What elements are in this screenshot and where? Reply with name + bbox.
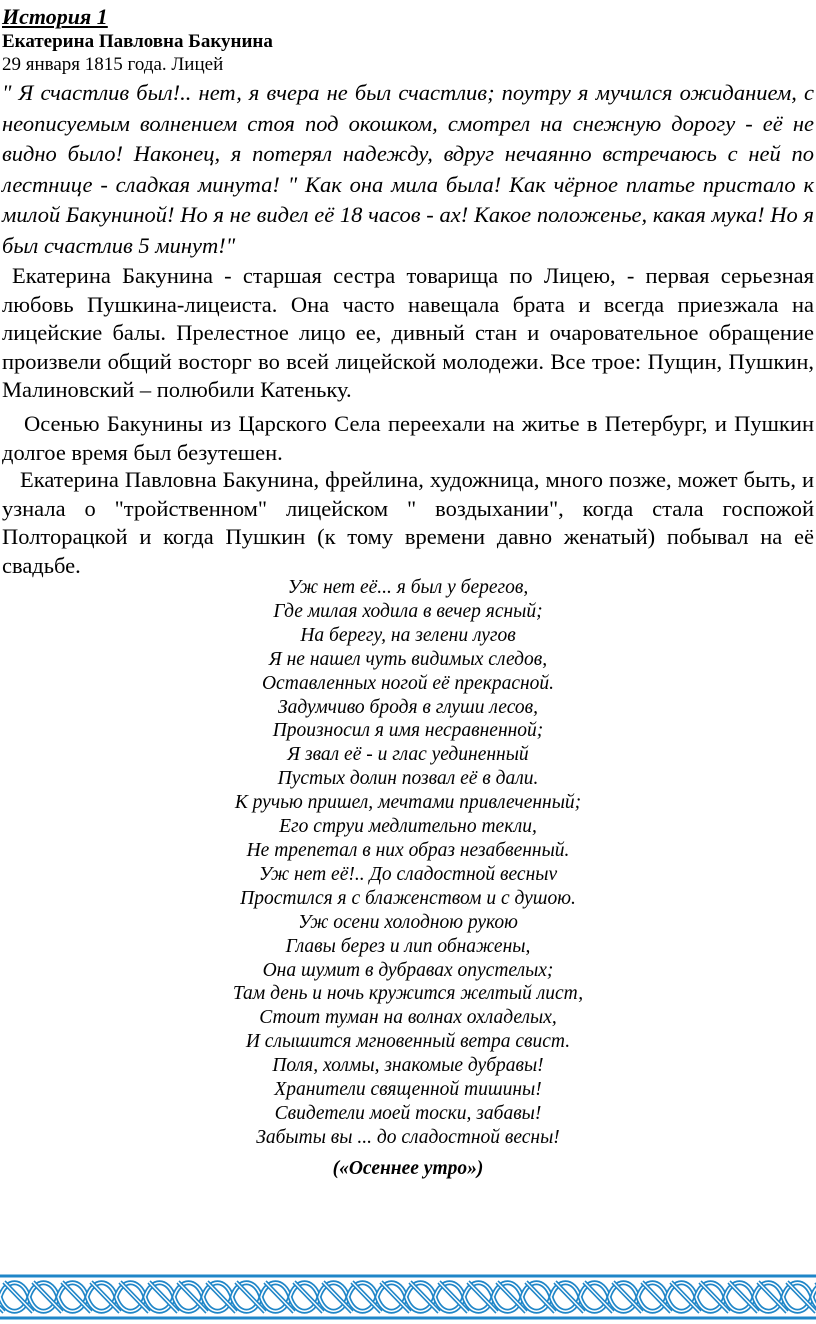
story-heading: История 1 [2, 4, 108, 29]
paragraph-move: Осенью Бакунины из Царского Села переехали на житье в Петербург, и Пушкин долгое время был безутешен. [2, 411, 814, 465]
date-line: 29 января 1815 года. Лицей [2, 54, 224, 75]
poem-line: Уж нет её!.. До сладостной весныv [258, 863, 558, 885]
poem [0, 576, 816, 1150]
knot-ornament-border [0, 1270, 816, 1324]
poem-line: Поля, холмы, знакомые дубравы! [272, 1055, 544, 1077]
poem-line: Не трепетал в них образ незабвенный. [246, 839, 570, 861]
poem-line: Его струи медлительно текли, [279, 816, 537, 838]
poem-title: («Осеннее утро») [332, 1158, 484, 1179]
poem-line: Там день и ночь кружится желтый лист, [232, 983, 584, 1005]
poem-line: Произносил я имя несравненной; [272, 720, 544, 742]
poem-line: Уж нет её... я был у берегов, [287, 577, 529, 598]
poem-line: Пустых долин позвал её в дали. [277, 768, 539, 790]
poem-line: Свидетели моей тоски, забавы! [274, 1102, 542, 1124]
poem-line: Я звал её - и глас уединенный [287, 744, 529, 766]
paragraph-later: Екатерина Павловна Бакунина, фрейлина, художница, много позже, может быть, и узнала о "тройственном" лицейском " воздыхании", когда стала госпожой Полторацкой и когда Пушкин (к тому времени давно женатый) побывал на её свадьбе. [2, 467, 814, 578]
poem-line: Уж осени холодною рукою [298, 911, 518, 933]
poem-line: К ручью пришел, мечтами привлеченный; [234, 792, 582, 814]
poem-line: Где милая ходила в вечер ясный; [273, 600, 543, 622]
poem-line: Я не нашел чуть видимых следов, [268, 648, 548, 670]
poem-line: Простился я с блаженством и с душою. [240, 887, 576, 909]
person-name: Екатерина Павловна Бакунина [2, 31, 273, 52]
paragraph-sister: Екатерина Бакунина - старшая сестра товарища по Лицею, - первая серьезная любовь Пушкина-лицеиста. Она часто навещала брата и всегда приезжала на лицейские балы. Прелестное лицо ее, дивный стан и очаровательное обращение произвели общий восторг во всей лицейской молодежи. Все трое: Пущин, Пушкин, Малиновский – полюбили Катеньку. [2, 263, 814, 403]
poem-line: И слышится мгновенный ветра свист. [245, 1031, 571, 1053]
poem-line: Стоит туман на волнах охладелых, [259, 1007, 557, 1029]
poem-line: Хранители священной тишины! [274, 1079, 542, 1101]
diary-quote: " Я счастлив был!.. нет, я вчера не был счастлив; поутру я мучился ожиданием, с неописуемым волнением стоя под окошком, смотрел на снежную дорогу - её не видно было! Наконец, я потерял надежду, вдруг нечаянно встречаюсь с ней по лестнице - сладкая минута! " Как она мила была! Как чёрное платье пристало к милой Бакуниной! Но я не видел её 18 часов - ах! Какое положенье, какая мука! Но я был счастлив 5 минут!" [2, 80, 814, 258]
poem-line: Главы берез и лип обнажены, [285, 935, 531, 957]
poem-line: Задумчиво бродя в глуши лесов, [278, 696, 538, 718]
poem-line: Забыты вы ... до сладостной весны! [256, 1126, 560, 1148]
poem-line: Оставленных ногой её прекрасной. [261, 672, 555, 694]
poem-line: Она шумит в дубравах опустелых; [262, 959, 554, 981]
poem-line: На берегу, на зелени лугов [300, 624, 516, 646]
